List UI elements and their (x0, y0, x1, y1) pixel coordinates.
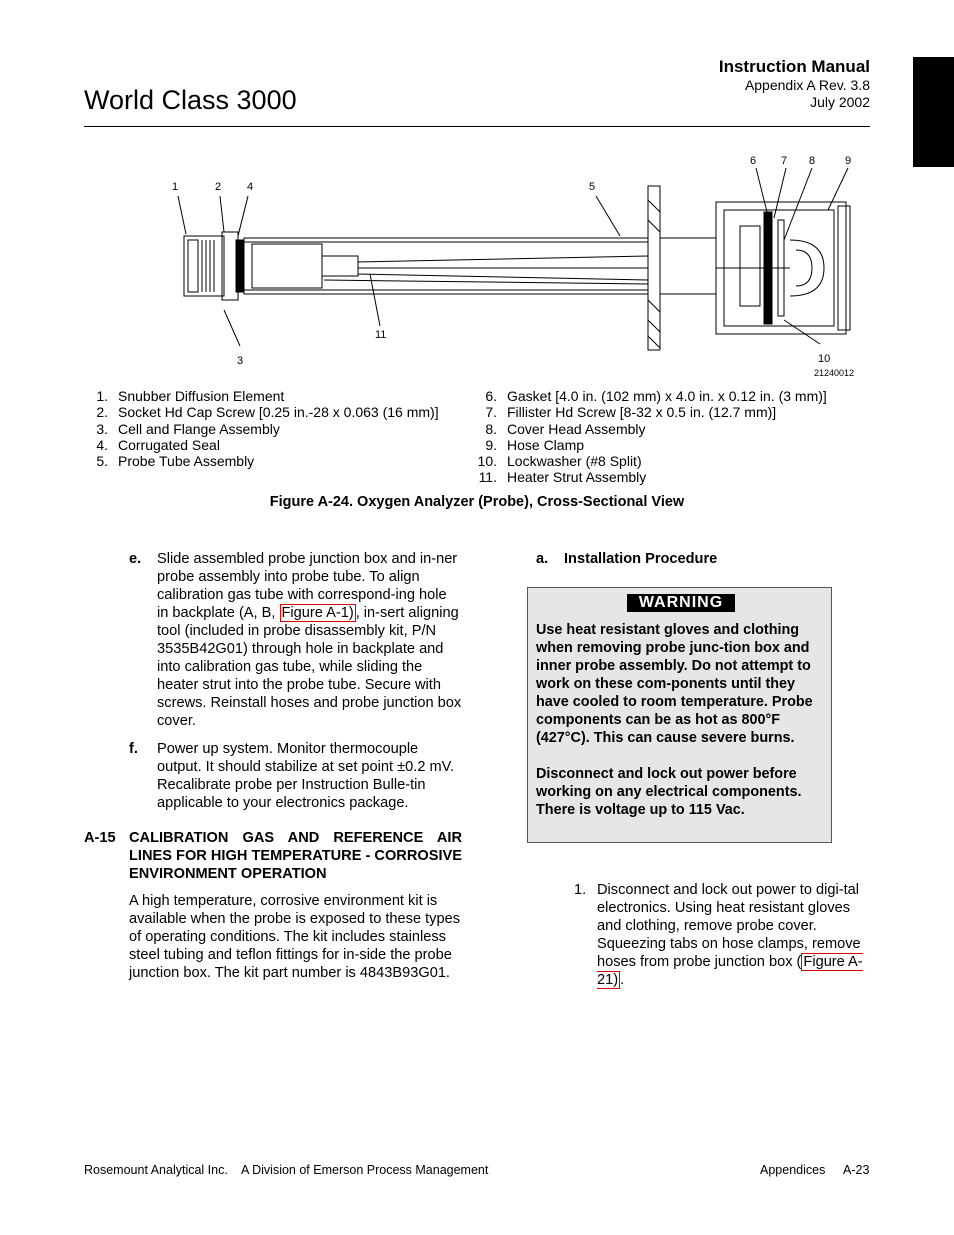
figure-code: 21240012 (814, 368, 855, 378)
footer-section: Appendices (760, 1163, 826, 1177)
callout-2: 2 (215, 181, 222, 193)
legend-item: 5. Probe Tube Assembly (96, 453, 255, 470)
legend-item: 7. Fillister Hd Screw [8-32 x 0.5 in. (12.7 mm)] (485, 404, 777, 421)
step-f: f. Power up system. Monitor thermocouple output. It should stabilize at set point ±0.2 mV. Recalibrate probe per Instruction Bulle-tin applicable to your electronics package. (129, 741, 455, 811)
callout-5: 5 (589, 181, 596, 193)
legend-item: 4. Corrugated Seal (96, 436, 220, 453)
step-e: e. Slide assembled probe junction box and in-ner probe assembly into probe tube. To align calibration gas tube with correspond-ing hole in backplate (A, B, Figure A-1) , in-sert aligning tool (included in probe disassembly kit, P/N 3535B42G01) through hole in backplate and into calibration gas tube, while sliding the heater strut into the probe tube. Secure with screws. Reinstall hoses and probe junction box cover. (129, 551, 462, 729)
legend-item: 11. Heater Strut Assembly (478, 469, 647, 486)
figure-a1-link[interactable]: Figure A-1) (281, 605, 354, 621)
callout-9: 9 (845, 155, 852, 167)
figure-caption: Figure A-24. Oxygen Analyzer (Probe), Cross-Sectional View (269, 494, 685, 510)
callout-10: 10 (818, 353, 831, 365)
callout-1: 1 (172, 181, 179, 193)
callout-4: 4 (247, 181, 254, 193)
section-heading-a15: A-15 CALIBRATION GAS AND REFERENCE AIR LINES FOR HIGH TEMPERATURE - CORROSIVE ENVIRONMENT OPERATION (84, 830, 462, 882)
figure-legend-right (467, 388, 867, 486)
manual-label: Instruction Manual (718, 57, 870, 76)
section-a15-body: A high temperature, corrosive environment kit is available when the probe is exposed to these types of operating conditions. The kit includes stainless steel tubing and teflon fittings for in-side the probe junction box. The kit part number is 4843B93G01. (129, 893, 461, 981)
legend-item: 3. Cell and Flange Assembly (96, 420, 280, 437)
revision-date: July 2002 (810, 94, 870, 110)
callout-3: 3 (237, 355, 244, 367)
document-title: World Class 3000 (84, 85, 297, 115)
warning-label: WARNING (627, 594, 735, 612)
probe-cross-section-figure (84, 140, 870, 380)
callout-6: 6 (750, 155, 757, 167)
footer-company: Rosemount Analytical Inc. (84, 1163, 228, 1177)
callout-11: 11 (375, 329, 387, 341)
warning-paragraph-1: Use heat resistant gloves and clothing when removing probe junc-tion box and inner probe assembly. Do not attempt to work on these com-ponents until they have cooled to room temperature. Probe components can be as hot as 800°F (427°C). This can cause severe burns. (536, 622, 813, 746)
section-tab (913, 57, 954, 167)
callout-7: 7 (781, 155, 788, 167)
header-info (719, 56, 870, 111)
callout-8: 8 (809, 155, 816, 167)
footer-division: A Division of Emerson Process Management (241, 1163, 489, 1177)
legend-item: 9. Hose Clamp (485, 436, 585, 453)
figure-a21-link[interactable]: Figure A-21) (597, 954, 863, 988)
page-number: A-23 (843, 1163, 870, 1177)
snubber-element (184, 236, 224, 296)
warning-paragraph-2: Disconnect and lock out power before working on any electrical components. There is voltage up to 115 Vac. (536, 766, 802, 818)
legend-item: 6. Gasket [4.0 in. (102 mm) x 4.0 in. x 0.12 in. (3 mm)] (485, 388, 827, 404)
legend-item: 2. Socket Hd Cap Screw [0.25 in.-28 x 0.063 (16 mm)] (96, 404, 439, 421)
warning-box (527, 587, 832, 843)
appendix-revision: Appendix A Rev. 3.8 (744, 77, 870, 93)
legend-item: 8. Cover Head Assembly (485, 420, 646, 437)
step-1: 1. Disconnect and lock out power to digi-tal electronics. Using heat resistant gloves and clothing, remove probe cover. Squeezing tabs on hose clamps, remove hoses from probe junction box ( Figure A-21) . (574, 882, 863, 988)
legend-item: 1. Snubber Diffusion Element (96, 388, 285, 404)
header-rule (84, 126, 870, 127)
installation-heading: a. Installation Procedure (536, 551, 718, 567)
probe-tube (244, 238, 648, 294)
left-column (129, 550, 462, 822)
legend-item: 10. Lockwasher (#8 Split) (477, 453, 642, 470)
figure-legend-left (84, 388, 474, 469)
